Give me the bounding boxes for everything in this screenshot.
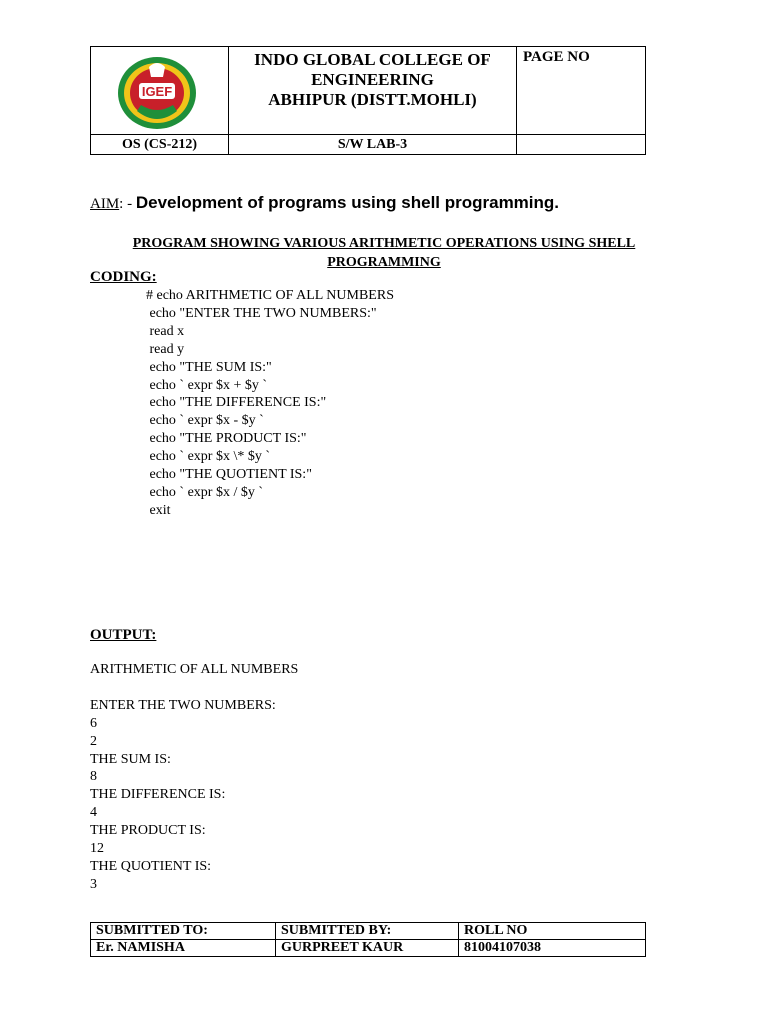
college-address: ABHIPUR (DISTT.MOHLI) [268,90,477,109]
college-name-line2: ENGINEERING [311,70,434,89]
output-label: OUTPUT: [90,627,157,643]
aim-text: Development of programs using shell programming. [135,193,560,212]
output-line [90,679,298,697]
coding-label: CODING: [90,269,157,285]
program-title-line1: PROGRAM SHOWING VARIOUS ARITHMETIC OPERATIONS USING SHELL [132,236,636,251]
code-line: echo ` expr $x / $y ` [146,484,264,500]
code-line: read y [146,341,185,357]
aim-separator: : - [119,196,136,212]
roll-no-label: ROLL NO [459,923,646,940]
output-line: THE SUM IS: [90,751,171,767]
output-line: 3 [90,876,97,892]
logo-cell [91,47,229,135]
logo-text: IGEF [141,84,173,99]
code-line: echo ` expr $x - $y ` [146,413,264,429]
program-title [90,234,678,272]
code-line: echo "THE PRODUCT IS:" [146,431,307,447]
header-table [90,46,646,155]
output-line: ARITHMETIC OF ALL NUMBERS [90,662,299,677]
roll-no-value: 81004107038 [459,940,646,957]
code-line: echo "ENTER THE TWO NUMBERS:" [146,305,377,321]
program-title-line2: PROGRAMMING [327,255,441,270]
output-line: THE DIFFERENCE IS: [90,787,226,803]
aim-line [90,193,559,213]
code-line: echo "THE SUM IS:" [146,359,272,375]
output-line: 12 [90,841,104,857]
output-line: 4 [90,805,97,821]
code-line: echo "THE DIFFERENCE IS:" [146,395,327,411]
code-line: read x [146,323,185,339]
code-line: echo ` expr $x + $y ` [146,377,268,393]
code-line: exit [146,502,171,518]
lab-label: S/W LAB-3 [229,135,517,155]
output-line: THE PRODUCT IS: [90,823,206,839]
submitted-to-value: Er. NAMISHA [91,940,276,957]
course-code: OS (CS-212) [91,135,229,155]
page-no-value [517,135,646,155]
aim-label: AIM [90,196,120,212]
footer-table [90,922,646,957]
college-name-line1: INDO GLOBAL COLLEGE OF [254,50,491,69]
college-logo [115,53,199,131]
output-line: THE QUOTIENT IS: [90,858,212,874]
page-no-cell [517,47,646,135]
code-listing [146,287,394,520]
submitted-by-value: GURPREET KAUR [276,940,459,957]
submitted-to-label: SUBMITTED TO: [91,923,276,940]
submitted-by-label: SUBMITTED BY: [276,923,459,940]
page-no-label: PAGE NO [523,49,590,65]
code-line: # echo ARITHMETIC OF ALL NUMBERS [146,288,394,303]
code-line: echo ` expr $x \* $y ` [146,449,271,465]
output-listing [90,661,298,894]
output-line: 6 [90,715,97,731]
college-title-cell [229,47,517,135]
output-line: ENTER THE TWO NUMBERS: [90,697,276,713]
output-line: 2 [90,733,97,749]
code-line: echo "THE QUOTIENT IS:" [146,467,312,483]
output-line: 8 [90,769,97,785]
